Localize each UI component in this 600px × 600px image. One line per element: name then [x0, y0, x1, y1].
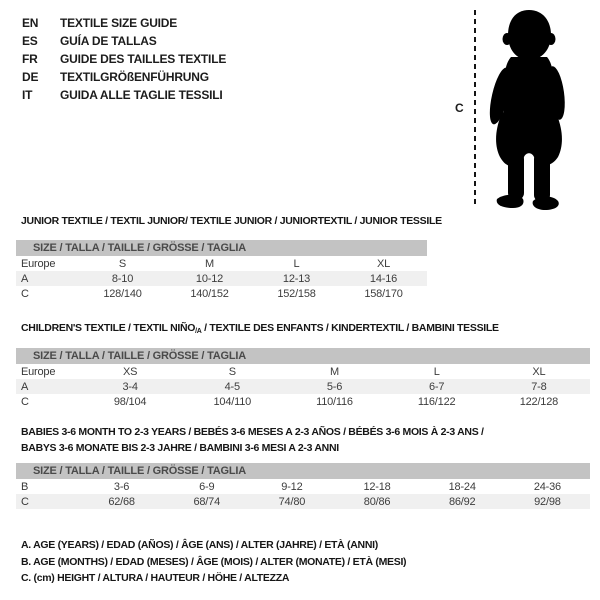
- babies-title-line1: BABIES 3-6 MONTH TO 2-3 YEARS / BEBÉS 3-6 MESES A 2-3 AÑOS / BÉBÉS 3-6 MOIS À 2-3 ANS /: [21, 426, 484, 438]
- size-cell: 14-16: [369, 272, 398, 285]
- size-cell: 80/86: [363, 495, 391, 508]
- size-cell: 18-24: [448, 480, 476, 493]
- babies-title-line2: BABYS 3-6 MONATE BIS 2-3 JAHRE / BAMBINI 3-6 MESI A 2-3 ANNI: [21, 442, 339, 454]
- table-row: [16, 286, 427, 301]
- language-row-en: [22, 14, 226, 32]
- language-label: GUÍA DE TALLAS: [60, 34, 157, 48]
- size-cell: 24-36: [533, 480, 561, 493]
- children-title-sub: /A: [195, 328, 202, 335]
- table-row: [16, 256, 427, 271]
- size-cell: 128/140: [103, 287, 142, 300]
- size-cell: S: [118, 257, 127, 270]
- note-a: A. AGE (YEARS) / EDAD (AÑOS) / ÂGE (ANS) / ALTER (JAHRE) / ETÀ (ANNI): [21, 539, 378, 551]
- size-header-bar: SIZE / TALLA / TAILLE / GRÖSSE / TAGLIA: [16, 348, 590, 364]
- children-title-post: / TEXTILE DES ENFANTS / KINDERTEXTIL / BAMBINI TESSILE: [201, 322, 499, 334]
- size-cell: 12-18: [363, 480, 391, 493]
- size-cell: 98/104: [113, 395, 147, 408]
- row-label: C: [21, 395, 29, 408]
- size-cell: M: [205, 257, 214, 270]
- language-label: GUIDE DES TAILLES TEXTILE: [60, 52, 227, 66]
- size-cell: 7-8: [531, 380, 547, 393]
- table-row: [16, 394, 590, 409]
- size-cell: 104/110: [213, 395, 252, 408]
- language-label: GUIDA ALLE TAGLIE TESSILI: [60, 88, 223, 102]
- size-cell: 92/98: [534, 495, 561, 508]
- size-cell: L: [293, 257, 300, 270]
- row-label: Europe: [21, 257, 56, 270]
- size-cell: 3-4: [122, 380, 138, 393]
- language-row-fr: [22, 50, 226, 68]
- table-row: [16, 479, 590, 494]
- size-cell: 152/158: [277, 287, 316, 300]
- note-c: C. (cm) HEIGHT / ALTURA / HAUTEUR / HÖHE / ALTEZZA: [21, 572, 290, 584]
- language-code: DE: [22, 70, 39, 84]
- toddler-silhouette-image: [487, 7, 579, 211]
- size-cell: 74/80: [278, 495, 306, 508]
- size-header-bar: SIZE / TALLA / TAILLE / GRÖSSE / TAGLIA: [16, 463, 590, 479]
- size-cell: XL: [376, 257, 391, 270]
- size-cell: 9-12: [281, 480, 303, 493]
- junior-table: [16, 240, 427, 301]
- language-row-de: [22, 68, 226, 86]
- table-row: [16, 364, 590, 379]
- language-code: ES: [22, 34, 38, 48]
- children-title-pre: CHILDREN'S TEXTILE / TEXTIL NIÑO: [21, 322, 196, 334]
- size-cell: 3-6: [113, 480, 130, 493]
- row-label: Europe: [21, 365, 56, 378]
- babies-size-table: [16, 479, 590, 509]
- size-cell: 62/68: [108, 495, 135, 508]
- table-row: [16, 494, 590, 509]
- children-table-title: [21, 322, 499, 335]
- language-code: FR: [22, 52, 38, 66]
- language-code: IT: [22, 88, 33, 102]
- language-row-es: [22, 32, 226, 50]
- language-list: [22, 14, 226, 104]
- children-table: [16, 348, 590, 409]
- size-cell: 158/170: [364, 287, 403, 300]
- size-cell: M: [329, 365, 339, 378]
- language-label: TEXTILE SIZE GUIDE: [60, 16, 178, 30]
- language-row-it: [22, 86, 226, 104]
- legend-notes: [21, 537, 406, 587]
- size-cell: XL: [532, 365, 546, 378]
- height-measure-dashed-line: [474, 10, 476, 208]
- babies-table-title: [21, 424, 581, 456]
- size-cell: 6-9: [199, 480, 215, 493]
- size-cell: 122/128: [519, 395, 559, 408]
- row-label: B: [21, 480, 29, 493]
- junior-table-title: JUNIOR TEXTILE / TEXTIL JUNIOR/ TEXTILE JUNIOR / JUNIORTEXTIL / JUNIOR TESSILE: [21, 215, 442, 227]
- note-b: B. AGE (MONTHS) / EDAD (MESES) / ÂGE (MOIS) / ALTER (MONATE) / ETÀ (MESI): [21, 555, 407, 568]
- size-cell: 140/152: [190, 287, 229, 300]
- size-cell: S: [228, 365, 236, 378]
- size-cell: 86/92: [448, 495, 476, 508]
- babies-table: [16, 463, 590, 509]
- size-cell: L: [433, 365, 440, 378]
- size-cell: 6-7: [429, 380, 445, 393]
- row-label: A: [21, 272, 29, 285]
- row-label: A: [21, 380, 29, 393]
- size-cell: 68/74: [193, 495, 220, 508]
- row-label: C: [21, 495, 29, 508]
- size-cell: 10-12: [195, 272, 224, 285]
- measure-label-c: C: [455, 101, 464, 115]
- table-row: [16, 379, 590, 394]
- size-cell: 110/116: [316, 395, 353, 408]
- language-code: EN: [22, 16, 39, 30]
- size-cell: XS: [122, 365, 138, 378]
- language-label: TEXTILGRÖßENFÜHRUNG: [60, 70, 209, 84]
- children-size-table: [16, 364, 590, 409]
- junior-size-table: [16, 256, 427, 301]
- size-cell: 4-5: [224, 380, 240, 393]
- table-row: [16, 271, 427, 286]
- row-label: C: [21, 287, 29, 300]
- size-cell: 5-6: [326, 380, 343, 393]
- size-cell: 12-13: [282, 272, 311, 285]
- size-header-bar: SIZE / TALLA / TAILLE / GRÖSSE / TAGLIA: [16, 240, 427, 256]
- size-cell: 8-10: [111, 272, 134, 285]
- size-cell: 116/122: [417, 395, 456, 408]
